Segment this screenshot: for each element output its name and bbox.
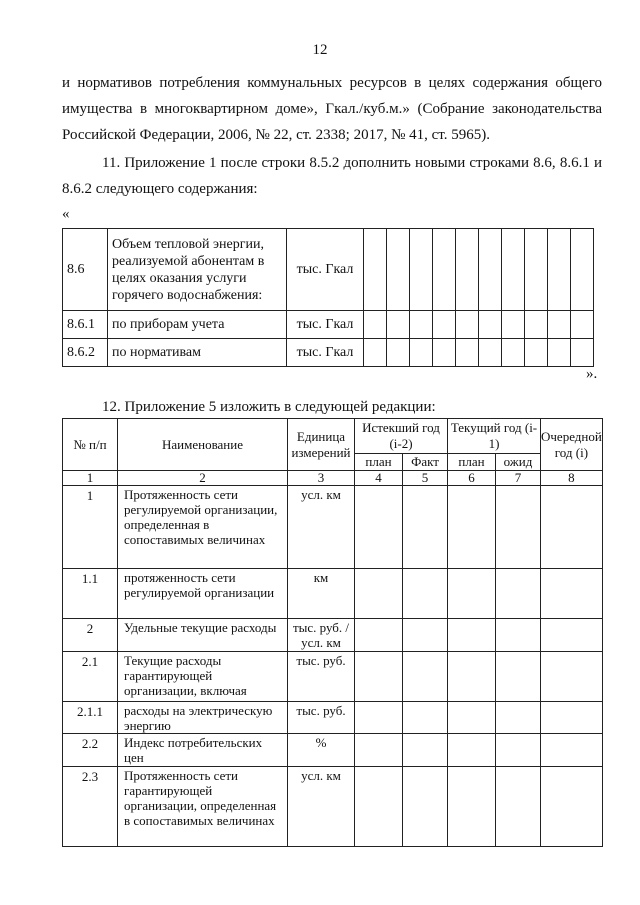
row-unit: тыс. руб. (288, 652, 355, 702)
row-unit: км (288, 569, 355, 619)
row-name: Объем тепловой энергии, реализуемой абонентам в целях оказания услуги горячего водоснабжения: (108, 229, 287, 311)
value-cell (355, 569, 403, 619)
row-name: Индекс потребительских цен (118, 734, 288, 767)
paragraph-item-12: 12. Приложение 5 изложить в следующей редакции: (102, 399, 436, 415)
value-cell (448, 652, 496, 702)
value-cell (479, 339, 502, 367)
table-row (63, 767, 603, 847)
row-name: Протяженность сети гарантирующей организации, определенная в сопоставимых величинах (118, 767, 288, 847)
value-cell (571, 229, 594, 311)
table-row (63, 229, 594, 311)
column-index: 2 (118, 471, 288, 486)
value-cell (541, 734, 603, 767)
row-number: 1 (63, 486, 118, 569)
value-cell (448, 734, 496, 767)
header-name: Наименование (118, 419, 288, 471)
quote-open: « (62, 206, 70, 222)
value-cell (479, 311, 502, 339)
table-row (63, 619, 603, 652)
value-cell (355, 619, 403, 652)
row-unit: тыс. Гкал (287, 311, 364, 339)
value-cell (448, 486, 496, 569)
row-name: расходы на электрическую энергию (118, 702, 288, 734)
value-cell (548, 311, 571, 339)
header-current-year: Текущий год (i-1) (448, 419, 541, 454)
row-number: 8.6.2 (63, 339, 108, 367)
row-number: 2 (63, 619, 118, 652)
row-unit: усл. км (288, 486, 355, 569)
row-number: 2.1.1 (63, 702, 118, 734)
value-cell (433, 311, 456, 339)
row-number: 1.1 (63, 569, 118, 619)
value-cell (548, 229, 571, 311)
row-unit: тыс. Гкал (287, 229, 364, 311)
column-index: 7 (496, 471, 541, 486)
header-plan-current: план (448, 454, 496, 471)
row-unit: тыс. руб. (288, 702, 355, 734)
value-cell (571, 311, 594, 339)
row-name: протяженность сети регулируемой организации (118, 569, 288, 619)
row-unit: усл. км (288, 767, 355, 847)
header-expected: ожид (496, 454, 541, 471)
value-cell (541, 619, 603, 652)
value-cell (433, 229, 456, 311)
value-cell (448, 619, 496, 652)
value-cell (496, 652, 541, 702)
table-row (63, 652, 603, 702)
value-cell (456, 339, 479, 367)
quote-close: ». (586, 366, 598, 382)
value-cell (387, 339, 410, 367)
value-cell (525, 311, 548, 339)
row-unit: тыс. Гкал (287, 339, 364, 367)
value-cell (355, 767, 403, 847)
value-cell (571, 339, 594, 367)
value-cell (387, 311, 410, 339)
value-cell (502, 311, 525, 339)
value-cell (448, 569, 496, 619)
header-fact: Факт (403, 454, 448, 471)
table-row (63, 486, 603, 569)
table-row (63, 702, 603, 734)
value-cell (410, 311, 433, 339)
value-cell (548, 339, 571, 367)
value-cell (355, 734, 403, 767)
value-cell (496, 734, 541, 767)
row-unit: тыс. руб. / усл. км (288, 619, 355, 652)
value-cell (502, 339, 525, 367)
column-index-row (63, 471, 603, 486)
value-cell (403, 767, 448, 847)
header-row (63, 419, 603, 454)
value-cell (355, 702, 403, 734)
value-cell (541, 767, 603, 847)
value-cell (496, 767, 541, 847)
page-number: 12 (312, 42, 328, 58)
value-cell (355, 486, 403, 569)
table-row (63, 734, 603, 767)
value-cell (364, 229, 387, 311)
paragraph-continuation: и нормативов потребления коммунальных ресурсов в целях содержания общего имущества в многоквартирном доме», Гкал./куб.м.» (Собрание законодательства Российской Федерации, 2006, № 22, ст. 2338; 2017, № 41, ст. 5965). (62, 75, 602, 143)
value-cell (403, 486, 448, 569)
row-name: по приборам учета (108, 311, 287, 339)
value-cell (525, 339, 548, 367)
row-number: 2.1 (63, 652, 118, 702)
value-cell (433, 339, 456, 367)
row-number: 8.6 (63, 229, 108, 311)
value-cell (541, 569, 603, 619)
header-plan-past: план (355, 454, 403, 471)
value-cell (496, 619, 541, 652)
column-index: 3 (288, 471, 355, 486)
value-cell (496, 702, 541, 734)
column-index: 1 (63, 471, 118, 486)
column-index: 6 (448, 471, 496, 486)
column-index: 5 (403, 471, 448, 486)
value-cell (355, 652, 403, 702)
value-cell (448, 767, 496, 847)
row-name: Протяженность сети регулируемой организации, определенная в сопоставимых величинах (118, 486, 288, 569)
value-cell (456, 311, 479, 339)
value-cell (541, 652, 603, 702)
column-index: 4 (355, 471, 403, 486)
value-cell (448, 702, 496, 734)
value-cell (364, 339, 387, 367)
appendix-1-rows-table (62, 228, 594, 367)
table-row (63, 569, 603, 619)
header-next-year: Очередной год (i) (541, 419, 603, 471)
value-cell (403, 619, 448, 652)
row-number: 2.2 (63, 734, 118, 767)
value-cell (502, 229, 525, 311)
value-cell (403, 702, 448, 734)
value-cell (403, 569, 448, 619)
appendix-5-table (62, 418, 603, 847)
value-cell (410, 339, 433, 367)
value-cell (403, 734, 448, 767)
paragraph-item-11: 11. Приложение 1 после строки 8.5.2 дополнить новыми строками 8.6, 8.6.1 и 8.6.2 следующего содержания: (62, 155, 602, 197)
value-cell (541, 486, 603, 569)
table-row (63, 311, 594, 339)
value-cell (456, 229, 479, 311)
row-name: Текущие расходы гарантирующей организации, включая (118, 652, 288, 702)
value-cell (496, 486, 541, 569)
row-name: по нормативам (108, 339, 287, 367)
value-cell (387, 229, 410, 311)
header-unit: Единица измерений (288, 419, 355, 471)
row-name: Удельные текущие расходы (118, 619, 288, 652)
value-cell (403, 652, 448, 702)
value-cell (496, 569, 541, 619)
table-row (63, 339, 594, 367)
header-num: № п/п (63, 419, 118, 471)
row-unit: % (288, 734, 355, 767)
value-cell (525, 229, 548, 311)
value-cell (410, 229, 433, 311)
value-cell (541, 702, 603, 734)
row-number: 8.6.1 (63, 311, 108, 339)
value-cell (364, 311, 387, 339)
header-past-year: Истекший год (i-2) (355, 419, 448, 454)
column-index: 8 (541, 471, 603, 486)
row-number: 2.3 (63, 767, 118, 847)
value-cell (479, 229, 502, 311)
